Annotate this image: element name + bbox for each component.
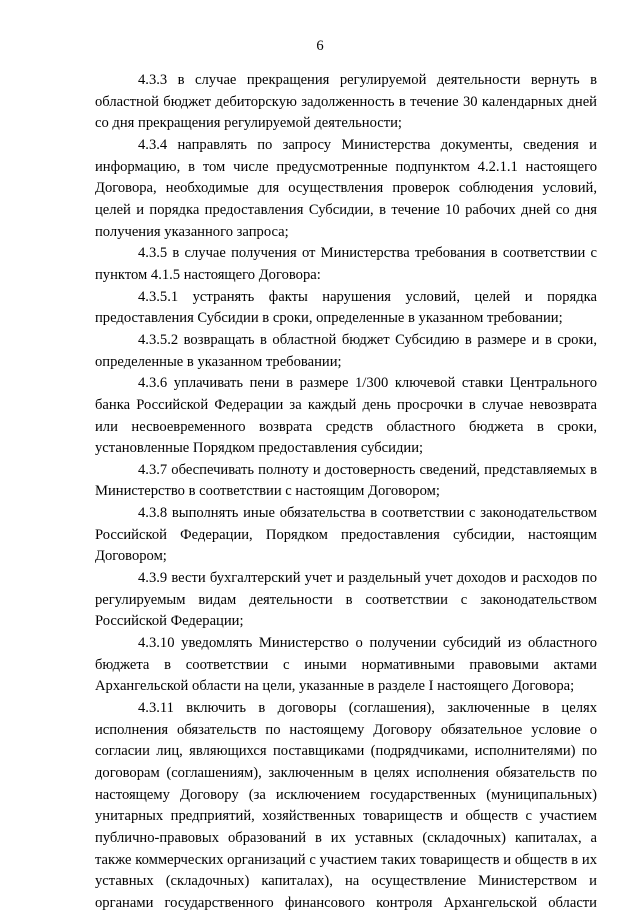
- document-body: [95, 70, 597, 915]
- paragraph-4-3-5-1: 4.3.5.1 устранять факты нарушения условий, целей и порядка предоставления Субсидии в сроки, определенные в указанном требовании;: [95, 288, 597, 327]
- paragraph-4-3-8: 4.3.8 выполнять иные обязательства в соответствии с законодательством Российской Федерации, Порядком предоставления субсидии, настоящим Договором;: [95, 505, 597, 565]
- page-number: 6: [316, 38, 324, 54]
- paragraph-4-3-7: 4.3.7 обеспечивать полноту и достоверность сведений, представляемых в Министерство в соответствии с настоящим Договором;: [95, 461, 597, 500]
- paragraph-4-3-3: 4.3.3 в случае прекращения регулируемой деятельности вернуть в областной бюджет дебиторскую задолженность в течение 30 календарных дней со дня прекращения регулируемой деятельности;: [95, 72, 597, 132]
- paragraph-4-3-11: 4.3.11 включить в договоры (соглашения), заключенные в целях исполнения обязательств по настоящему Договору обязательное условие о согласии лиц, являющихся поставщиками (подрядчиками, исполнителями) по договорам (соглашениям), заключенным в целях исполнения обязательств по настоящему Договору (за исключением государственных (муниципальных) унитарных предприятий, хозяйственных товариществ и обществ с участием публично-правовых образований в их уставных (складочных) капиталах, а также коммерческих организаций с участием таких товариществ и обществ в их уставных (складочных) капиталах), на осуществление Министерством и органами государственного финансового контроля Архангельской области: [95, 700, 597, 911]
- paragraph-4-3-5-2: 4.3.5.2 возвращать в областной бюджет Субсидию в размере и в сроки, определенные в указанном требовании;: [95, 331, 597, 370]
- paragraph-4-3-4: 4.3.4 направлять по запросу Министерства документы, сведения и информацию, в том числе предусмотренные подпунктом 4.2.1.1 настоящего Договора, необходимые для осуществления проверок соблюдения условий, целей и порядка предоставления Субсидии, в течение 10 рабочих дней со дня получения указанного запроса;: [95, 136, 597, 240]
- paragraph-4-3-9: 4.3.9 вести бухгалтерский учет и раздельный учет доходов и расходов по регулируемым видам деятельности в соответствии с законодательством Российской Федерации;: [95, 570, 597, 630]
- paragraph-4-3-5: 4.3.5 в случае получения от Министерства требования в соответствии с пунктом 4.1.5 настоящего Договора:: [95, 245, 597, 283]
- paragraph-4-3-10: 4.3.10 уведомлять Министерство о получении субсидий из областного бюджета в соответствии с иными нормативными правовыми актами Архангельской области на цели, указанные в разделе I настоящего Договора;: [95, 635, 597, 695]
- paragraph-4-3-6: 4.3.6 уплачивать пени в размере 1/300 ключевой ставки Центрального банка Российской Федерации за каждый день просрочки в случае невозврата или несвоевременного возврата средств областного бюджета в сроки, установленные Порядком предоставления субсидии;: [95, 375, 597, 457]
